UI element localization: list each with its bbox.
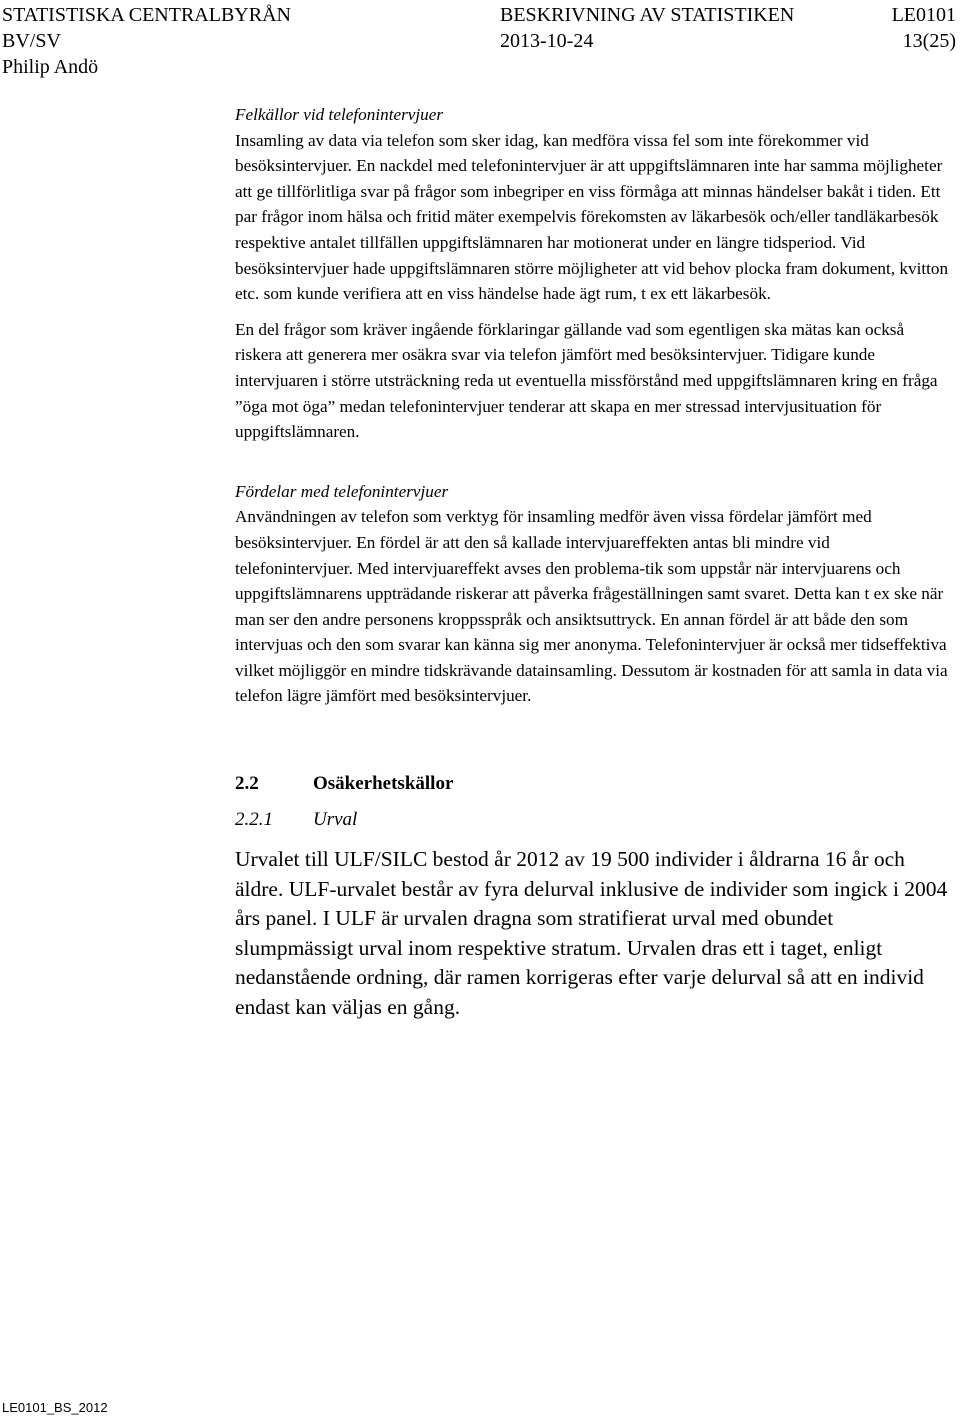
subsection-number: 2.2.1 — [235, 809, 273, 831]
header-unit: BV/SV — [2, 30, 61, 52]
header-doc-type: BESKRIVNING AV STATISTIKEN — [500, 4, 795, 26]
paragraph-felkallor-1: Insamling av data via telefon som sker idag, kan medföra vissa fel som inte förekommer vid besöksintervjuer. En nackdel med telefonintervjuer är att uppgiftslämnaren inte har samma möjligheter att ge tillförlitliga svar på frågor som inbegriper en viss förmåga att minnas händelser bakåt i tiden. Ett par frågor inom hälsa och fritid mäter exempelvis förekomsten av läkarbesök och/eller tandläkarbesök respektive antalet tillfällen uppgiftslämnaren har motionerat under en längre tidsperiod. Vid besöksintervjuer hade uppgiftslämnaren större möjligheter att vid behov plocka fram dokument, kvitton etc. som kunde verifiera att en viss händelse hade ägt rum, t ex ett läkarbesök. — [235, 130, 949, 304]
header-org: STATISTISKA CENTRALBYRÅN — [2, 4, 291, 26]
paragraph-felkallor-2: En del frågor som kräver ingående förklaringar gällande vad som egentligen ska mätas kan också riskera att generera mer osäkra svar via telefon jämfört med besöksintervjuer. Tidigare kunde intervjuaren i större utsträckning reda ut eventuella missförstånd med uppgiftslämnaren kring en fråga ”öga mot öga” medan telefonintervjuer tenderar att skapa en mer stressad intervjusituation för uppgiftslämnaren. — [235, 319, 938, 442]
page-footer: LE0101_BS_2012 — [2, 1400, 108, 1415]
header-page-number: 13(25) — [902, 30, 956, 52]
subheading-felkallor: Felkällor vid telefonintervjuer — [235, 105, 444, 124]
subheading-fordelar: Fördelar med telefonintervjuer — [235, 481, 449, 501]
section-heading-2-2 — [235, 771, 951, 797]
subsection-title: Urval — [313, 809, 358, 831]
section-title: Osäkerhetskällor — [313, 773, 454, 795]
paragraph-urval: Urvalet till ULF/SILC bestod år 2012 av 19 500 individer i åldrarna 16 år och äldre. ULF-urvalet består av fyra delurval inklusive de individer som ingick i 2004 års panel. I ULF är urvalen dragna som stratifierat urval med obundet slumpmässigt urval inom respektive stratum. Urvalen dras ett i taget, enligt nedanstående ordning, där ramen korrigeras efter varje delurval så att en individ endast kan väljas en gång. — [235, 847, 948, 1020]
page-body — [235, 102, 951, 1023]
header-doc-code: LE0101 — [891, 4, 956, 26]
subsection-heading-2-2-1 — [235, 807, 951, 833]
section-number: 2.2 — [235, 773, 259, 795]
paragraph-fordelar-1: Användningen av telefon som verktyg för insamling medför även vissa fördelar jämfört med besöksintervjuer. En fördel är att den så kallade intervjuareffekten antas bli mindre vid telefonintervjuer. Med intervjuareffekt avses den problema-tik som uppstår när intervjuarens och uppgiftslämnarens uppträdande riskerar att påverka frågeställningen samt svaret. Detta kan t ex ske när man ser den andre personens kroppsspråk och ansiktsuttryck. En annan fördel är att både den som intervjuas och den som svarar kan känna sig mer anonyma. Telefonintervjuer är också mer tidseffektiva vilket möjliggör en mindre tidskrävande datainsamling. Dessutom är kostnaden för att samla in data via telefon lägre jämfört med besöksintervjuer. — [235, 507, 948, 706]
header-author: Philip Andö — [2, 56, 99, 78]
header-date: 2013-10-24 — [500, 30, 594, 52]
